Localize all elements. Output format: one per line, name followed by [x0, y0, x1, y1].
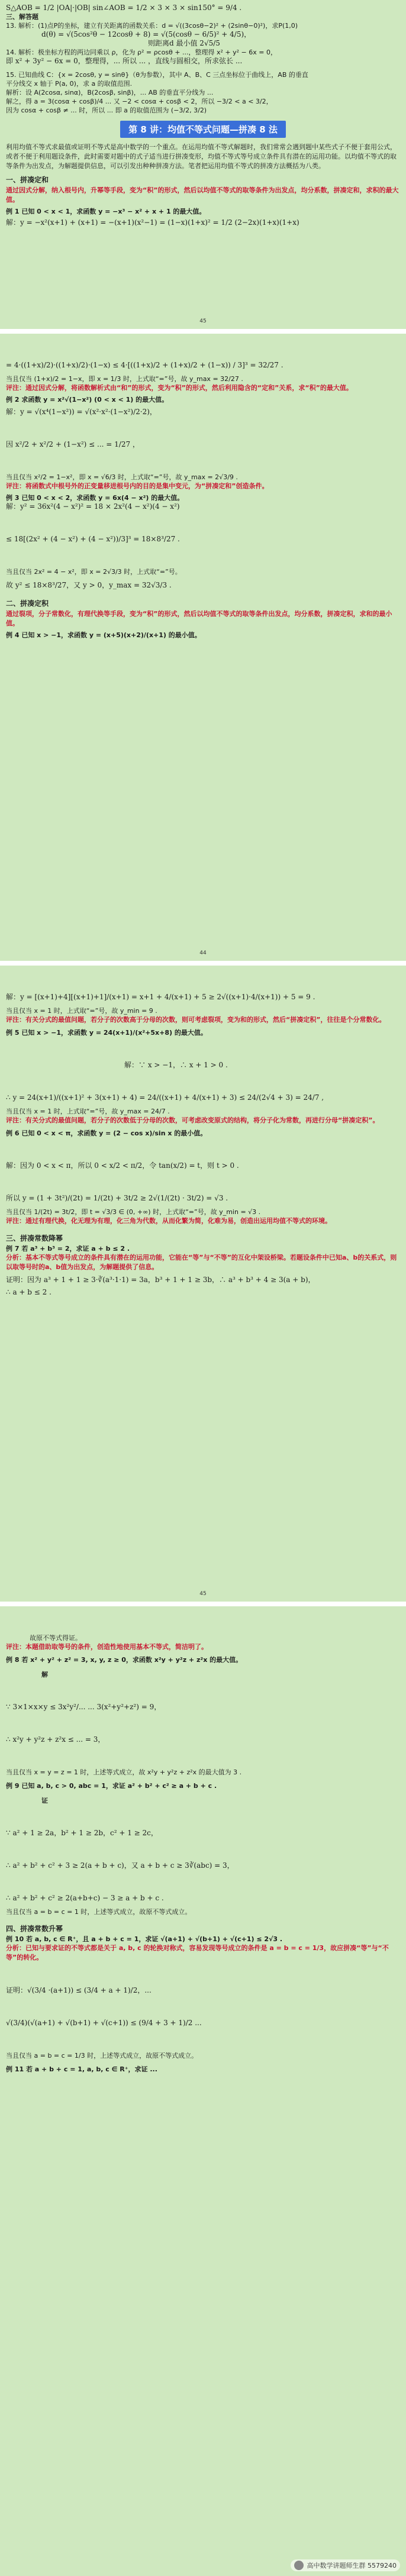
text-line: 当且仅当 x = 1 时，上式取“=”号，故 y_min = 9 . — [6, 1007, 157, 1015]
solution-line: 解：因为 0 < x < π，所以 0 < x/2 < π/2，令 tan(x/2) = t，则 t > 0 . — [6, 1161, 239, 1170]
proof-line: ∴ a² + b² + c² ≥ 2(a+b+c) − 3 ≥ a + b + c . — [6, 1894, 164, 1902]
example-line: 例 9 已知 a, b, c > 0, abc = 1，求证 a² + b² + c² ≥ a + b + c . — [6, 1782, 217, 1790]
proof-line: 证明：√(3/4 ·(a+1)) ≤ (3/4 + a + 1)/2，... — [6, 1986, 152, 1994]
analysis: 分析：已知与要求证的不等式都是关于 a, b, c 的轮换对称式，容易发现等号成立的条件是 a = b = c = 1/3，故应拼凑“等”与“不等”的转化。 — [6, 1944, 389, 1961]
text-line: 因为 cosα + cosβ ≠ ... 时，所以 ... 即 a 的取值范围为 (−3/2, 3/2) — [6, 106, 207, 114]
solution-label: 解 — [41, 1671, 48, 1678]
solution-line: ∵ 3×1×x×y ≤ 3x²y²/... ... 3(x²+y²+z²) = 9， — [6, 1703, 162, 1711]
text-line: 当且仅当 1/(2t) = 3t/2，即 t = √3/3 ∈ (0, +∞) 时，上式取“=”号，故 y_min = √3 . — [6, 1208, 261, 1216]
text-line: d(θ) = √(5cos²θ − 12cosθ + 8) = √(5(cosθ − 6/5)² + 4/5)， — [41, 30, 252, 38]
equation-line: 因 x²/2 + x²/2 + (1−x²) ≤ ... = 1/27 ， — [6, 440, 140, 448]
lesson-title: 第 8 讲：均值不等式问题—拼凑 8 法 — [120, 121, 286, 138]
text-line: 即 x² + 3y² − 6x = 0，整理得，... 所以 ... ，直线与圆相交，所求弦长 ... — [6, 57, 243, 65]
text-line: 解析：设 A(2cosα, sinα)，B(2cosβ, sinβ)，... AB 的垂直平分线为 ... — [6, 89, 214, 96]
text-line: 解之，得 a = 3(cosα + cosβ)/4 ... 又 −2 < cosα + cosβ < 2，所以 −3/2 < a < 3/2， — [6, 98, 273, 105]
remark: 评注：有关分式的最值问题，若分子的次数高于分母的次数，则可考虑裂项，变为和的形式，然后“拼凑定积”，往往是个分常数化。 — [6, 1016, 386, 1024]
proof-line: ∴ a + b ≤ 2 . — [6, 1288, 51, 1296]
solution-line: 解：y² = 36x²(4 − x²)² = 18 × 2x²(4 − x²)(4 − x²) — [6, 502, 180, 511]
page-gap — [0, 961, 406, 966]
analysis: 分析：基本不等式等号成立的条件具有潜在的运用功能，它能在“等”与“不等”的互化中架设桥梁。若题设条件中已知a、b的关系式，则以取等号时的a、b值为出发点，为解题提供了信息。 — [6, 1254, 397, 1271]
document-page-3 — [0, 966, 406, 1602]
section-title: 一、拼凑定和 — [6, 176, 49, 184]
proof-line: ∴ a² + b² + c² + 3 ≥ 2(a + b + c)，又 a + b + c ≥ 3∛(abc) = 3， — [6, 1861, 234, 1870]
text-line: 当且仅当 2x² = 4 − x²，即 x = 2√3/3 时，上式取“=”号。 — [6, 568, 182, 576]
text-line: 当且仅当 x = y = z = 1 时，上述等式成立，故 x²y + y²z + z²x 的最大值为 3 . — [6, 1768, 242, 1776]
proof-line: √(3/4)(√(a+1) + √(b+1) + √(c+1)) ≤ (9/4 + 3 + 1)/2 ... — [6, 2019, 202, 2027]
example-line: 例 3 已知 0 < x < 2，求函数 y = 6x(4 − x²) 的最大值。 — [6, 494, 184, 502]
equation-line: ≤ 18[(2x² + (4 − x²) + (4 − x²))/3]³ = 18×8³/27 . — [6, 535, 180, 543]
proof-label: 证 — [41, 1797, 48, 1805]
wechat-logo-icon — [294, 2561, 304, 2570]
section-heading: 三、解答题 — [6, 13, 38, 21]
text-line: 当且仅当 (1+x)/2 = 1−x，即 x = 1/3 时，上式取“=”号，故 y_max = 32/27 . — [6, 375, 243, 383]
lesson-banner — [6, 121, 400, 138]
text-line: 当且仅当 a = b = c = 1 时，上述等式成立，故原不等式成立。 — [6, 1908, 192, 1916]
example-line: 例 7 若 a³ + b³ = 2，求证 a + b ≤ 2 . — [6, 1245, 130, 1253]
remark: 评注：本题借助取等号的条件，创造性地使用基本不等式，简洁明了。 — [6, 1643, 208, 1651]
page-gap — [0, 329, 406, 334]
text-line: 当且仅当 x²/2 = 1−x²，即 x = √6/3 时，上式取“=”号，故 y_max = 2√3/9 . — [6, 473, 238, 481]
text-line: 13. 解析：(1)点P的坐标，建立有关距离的函数关系：d = √((3cosθ−2)² + (2sinθ−0)²)，求P(1,0) — [6, 22, 298, 30]
equation-line: ∴ y = 24(x+1)/((x+1)² + 3(x+1) + 4) = 24/((x+1) + 4/(x+1) + 3) ≤ 24/(2√4 + 3) = 24/7 , — [6, 1093, 324, 1102]
document-page-2 — [0, 334, 406, 961]
section-title: 二、拼凑定积 — [6, 599, 49, 608]
equation-line: 所以 y = (1 + 3t²)/(2t) = 1/(2t) + 3t/2 ≥ 2√(1/(2t) · 3t/2) = √3 . — [6, 1194, 228, 1202]
equation-line: = 4·((1+x)/2)·((1+x)/2)·(1−x) ≤ 4·[((1+x)/2 + (1+x)/2 + (1−x)) / 3]³ = 32/27 . — [6, 361, 283, 369]
example-line: 例 11 若 a + b + c = 1, a, b, c ∈ R⁺，求证 ... — [6, 2065, 157, 2073]
example-line: 例 10 若 a, b, c ∈ R⁺，且 a + b + c = 1，求证 √(a+1) + √(b+1) + √(c+1) ≤ 2√3 . — [6, 1935, 283, 1943]
page-gap — [0, 1602, 406, 1606]
page-number: 45 — [199, 318, 207, 324]
example-line: 例 2 求函数 y = x²√(1−x²) (0 < x < 1) 的最大值。 — [6, 396, 169, 403]
example-line: 例 6 已知 0 < x < π，求函数 y = (2 − cos x)/sin x 的最小值。 — [6, 1129, 207, 1137]
example-line: 例 8 若 x² + y² + z² = 3, x, y, z ≥ 0，求函数 x²y + y²z + z²x 的最大值。 — [6, 1656, 243, 1664]
solution-line: 解：y = [(x+1)+4][(x+1)+1]/(x+1) = x+1 + 4/(x+1) + 5 ≥ 2√((x+1)·4/(x+1)) + 5 = 9 . — [6, 993, 315, 1001]
section-description: 通过因式分解，纳入根号内，升幂等手段，变为“积”的形式，然后以均值不等式的取等条件为出发点，均分系数，拼凑定和，求积的最大值。 — [6, 186, 399, 204]
page-number: 45 — [199, 1591, 207, 1597]
solution-line: 解：y = −x²(x+1) + (x+1) = −(x+1)(x²−1) = (1−x)(1+x)² = 1/2 (2−2x)(1+x)(1+x) — [6, 218, 299, 227]
watermark — [291, 2559, 401, 2571]
text-line: 14. 解析：极坐标方程的两边同乘以 ρ，化为 ρ² = ρcosθ + ...，整理得 x² + y² − 6x = 0， — [6, 49, 277, 56]
text-line: S△AOB = 1/2 |OA|·|OB| sin∠AOB = 1/2 × 3 × 3 × sin150° = 9/4 . — [6, 4, 242, 12]
text-line: 则距离d 最小值 2√5/5 — [148, 39, 220, 47]
text-line: 当且仅当 a = b = c = 1/3 时，上述等式成立，故原不等式成立。 — [6, 2052, 198, 2059]
solution-line: 解：y = √(x⁴(1−x²)) = √(x²·x²·(1−x²)/2·2)， — [6, 408, 157, 416]
text-line: 故原不等式得证。 — [30, 1634, 82, 1642]
watermark-text: 高中数学讲题师生群 5579240 — [307, 2562, 397, 2569]
text-line: 当且仅当 x = 1 时，上式取“=”号，故 y_max = 24/7 . — [6, 1108, 170, 1115]
proof-line: 证明：因为 a³ + 1 + 1 ≥ 3·∛(a³·1·1) = 3a，b³ + 1 + 1 ≥ 3b，∴ a³ + b³ + 4 ≥ 3(a + b)， — [6, 1276, 315, 1284]
section-description: 通过裂项，分子常数化，有理代换等手段，变为“积”的形式，然后以均值不等式的取等条件出发点，均分系数，拼凑定积，求和的最小值。 — [6, 610, 392, 627]
solution-line: 解：∵ x > −1，∴ x + 1 > 0 . — [124, 1061, 228, 1069]
example-line: 例 5 已知 x > −1，求函数 y = 24(x+1)/(x²+5x+8) 的最大值。 — [6, 1029, 207, 1037]
example-line: 例 4 已知 x > −1，求函数 y = (x+5)(x+2)/(x+1) 的最小值。 — [6, 631, 201, 639]
page-number: 44 — [199, 950, 207, 956]
remark: 评注：通过有理代换，化无理为有理，化三角为代数，从而化繁为简，化难为易，创造出运用均值不等式的环境。 — [6, 1217, 331, 1225]
section-title: 四、拼凑常数升幂 — [6, 1925, 63, 1933]
intro-paragraph: 利用均值不等式求最值或证明不等式是高中数学的一个重点。在运用均值不等式解题时，我们常常会遇到题中某些式子不便于套用公式，或者不便于利用题设条件，此时需要对题中的式子适当进行拼凑变形，均值不等式等号成立条件具有潜在的运用功能。以均值不等式的取等条件为出发点，为解题提供信息，可以引发出种种拼凑方法。笔者把运用均值不等式的拼凑方法概括为八类。 — [6, 143, 397, 170]
example-line: 例 1 已知 0 < x < 1，求函数 y = −x³ − x² + x + 1 的最大值。 — [6, 208, 206, 215]
text-line: 15. 已知曲线 C：{x = 2cosθ, y = sinθ}（θ为参数），其中 A、B、C 三点坐标位于曲线上，AB 的垂直 — [6, 71, 308, 79]
remark: 评注：通过因式分解，将函数解析式由“和”的形式，变为“积”的形式，然后利用隐含的“定和”关系，求“积”的最大值。 — [6, 384, 353, 392]
text-line: 平分线交 x 轴于 P(a, 0)，求 a 的取值范围. — [6, 80, 133, 88]
solution-line: ∴ x²y + y²z + z²x ≤ ... = 3， — [6, 1735, 105, 1744]
document-page-4 — [0, 1606, 406, 2576]
text-line: 故 y² ≤ 18×8³/27，又 y > 0，y_max = 32√3/3 . — [6, 581, 172, 589]
remark: 评注：将函数式中根号外的正变量移进根号内的目的是集中变元，为“拼凑定和”创造条件。 — [6, 482, 269, 490]
remark: 评注：有关分式的最值问题，若分子的次数低于分母的次数，可考虑改变原式的结构，将分子化为常数，再进行分母“拼凑定积”。 — [6, 1116, 379, 1124]
section-title: 三、拼凑常数降幂 — [6, 1234, 63, 1242]
document-page-1 — [0, 0, 406, 329]
proof-line: ∵ a² + 1 ≥ 2a，b² + 1 ≥ 2b，c² + 1 ≥ 2c， — [6, 1829, 158, 1837]
